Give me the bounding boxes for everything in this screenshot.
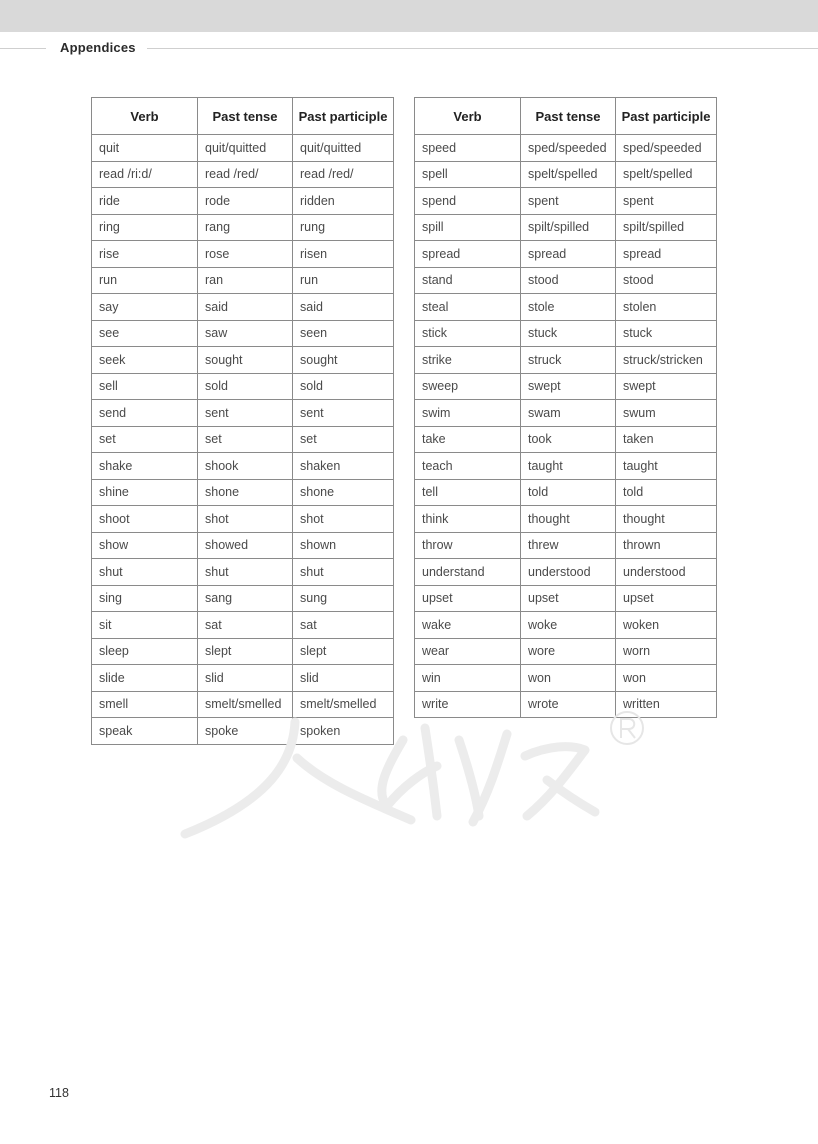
cell-past-tense: woke — [521, 612, 616, 639]
cell-past-participle: ridden — [293, 188, 394, 215]
cell-verb: send — [92, 400, 198, 427]
cell-past-tense: stood — [521, 267, 616, 294]
cell-past-tense: spoke — [198, 718, 293, 745]
verb-table-right — [414, 97, 717, 718]
cell-verb: win — [415, 665, 521, 692]
table-row — [415, 506, 717, 533]
cell-past-participle: woken — [616, 612, 717, 639]
table-row — [415, 479, 717, 506]
cell-past-tense: quit/quitted — [198, 135, 293, 162]
table-row — [92, 665, 394, 692]
cell-verb: rise — [92, 241, 198, 268]
cell-past-participle: sped/speeded — [616, 135, 717, 162]
cell-verb: read /ri:d/ — [92, 161, 198, 188]
table-row — [92, 294, 394, 321]
cell-verb: spread — [415, 241, 521, 268]
cell-verb: understand — [415, 559, 521, 586]
cell-verb: shine — [92, 479, 198, 506]
table-row — [415, 188, 717, 215]
cell-past-participle: set — [293, 426, 394, 453]
table-row — [92, 453, 394, 480]
cell-past-tense: taught — [521, 453, 616, 480]
cell-past-participle: sent — [293, 400, 394, 427]
header-rule-right — [147, 48, 818, 49]
cell-past-participle: thought — [616, 506, 717, 533]
cell-past-tense: swept — [521, 373, 616, 400]
cell-past-participle: shown — [293, 532, 394, 559]
cell-verb: wake — [415, 612, 521, 639]
cell-past-participle: taught — [616, 453, 717, 480]
cell-past-participle: spent — [616, 188, 717, 215]
table-row — [415, 426, 717, 453]
cell-past-participle: rung — [293, 214, 394, 241]
cell-past-participle: slid — [293, 665, 394, 692]
cell-past-tense: said — [198, 294, 293, 321]
cell-verb: write — [415, 691, 521, 718]
table-header-row — [415, 98, 717, 135]
cell-verb: strike — [415, 347, 521, 374]
table-row — [415, 214, 717, 241]
table-row — [92, 612, 394, 639]
cell-past-participle: sold — [293, 373, 394, 400]
cell-verb: quit — [92, 135, 198, 162]
cell-past-participle: shone — [293, 479, 394, 506]
table-row — [415, 373, 717, 400]
table-row — [92, 585, 394, 612]
cell-verb: shoot — [92, 506, 198, 533]
cell-verb: throw — [415, 532, 521, 559]
table-body — [92, 135, 394, 745]
table-body — [415, 135, 717, 718]
cell-past-tense: told — [521, 479, 616, 506]
cell-past-participle: said — [293, 294, 394, 321]
cell-past-participle: quit/quitted — [293, 135, 394, 162]
cell-verb: teach — [415, 453, 521, 480]
top-band — [0, 0, 818, 32]
table-row — [415, 400, 717, 427]
cell-past-tense: shot — [198, 506, 293, 533]
cell-past-tense: sent — [198, 400, 293, 427]
page-number: 118 — [49, 1086, 69, 1100]
cell-verb: ring — [92, 214, 198, 241]
cell-verb: sit — [92, 612, 198, 639]
table-row — [92, 214, 394, 241]
cell-past-tense: sped/speeded — [521, 135, 616, 162]
table-row — [92, 532, 394, 559]
cell-verb: shake — [92, 453, 198, 480]
cell-past-participle: thrown — [616, 532, 717, 559]
cell-past-participle: spread — [616, 241, 717, 268]
cell-past-participle: sat — [293, 612, 394, 639]
cell-verb: steal — [415, 294, 521, 321]
cell-verb: stick — [415, 320, 521, 347]
cell-past-participle: told — [616, 479, 717, 506]
cell-verb: spell — [415, 161, 521, 188]
header-rule-left — [0, 48, 46, 49]
cell-past-tense: threw — [521, 532, 616, 559]
cell-past-tense: rang — [198, 214, 293, 241]
cell-past-participle: run — [293, 267, 394, 294]
table-row — [92, 691, 394, 718]
cell-verb: sell — [92, 373, 198, 400]
cell-verb: set — [92, 426, 198, 453]
table-row — [92, 347, 394, 374]
table-row — [415, 691, 717, 718]
table-row — [92, 135, 394, 162]
cell-past-participle: stuck — [616, 320, 717, 347]
cell-past-participle: won — [616, 665, 717, 692]
cell-past-tense: shook — [198, 453, 293, 480]
cell-verb: think — [415, 506, 521, 533]
table-row — [92, 426, 394, 453]
cell-past-participle: swum — [616, 400, 717, 427]
cell-past-participle: shaken — [293, 453, 394, 480]
cell-past-participle: swept — [616, 373, 717, 400]
cell-past-tense: won — [521, 665, 616, 692]
cell-past-tense: shut — [198, 559, 293, 586]
cell-past-tense: spilt/spilled — [521, 214, 616, 241]
cell-past-tense: slept — [198, 638, 293, 665]
column-header-past-tense: Past tense — [521, 98, 616, 135]
cell-past-tense: sang — [198, 585, 293, 612]
cell-past-participle: shut — [293, 559, 394, 586]
table-row — [92, 267, 394, 294]
cell-past-tense: thought — [521, 506, 616, 533]
cell-past-participle: read /red/ — [293, 161, 394, 188]
cell-past-participle: struck/stricken — [616, 347, 717, 374]
cell-past-tense: sat — [198, 612, 293, 639]
cell-verb: speed — [415, 135, 521, 162]
cell-verb: sing — [92, 585, 198, 612]
cell-past-participle: risen — [293, 241, 394, 268]
cell-past-participle: smelt/smelled — [293, 691, 394, 718]
cell-past-participle: written — [616, 691, 717, 718]
cell-past-tense: showed — [198, 532, 293, 559]
table-row — [415, 135, 717, 162]
table-row — [92, 320, 394, 347]
cell-verb: spend — [415, 188, 521, 215]
table-row — [415, 320, 717, 347]
cell-verb: see — [92, 320, 198, 347]
table-row — [92, 559, 394, 586]
table-row — [415, 241, 717, 268]
cell-past-participle: stolen — [616, 294, 717, 321]
cell-past-tense: set — [198, 426, 293, 453]
table-row — [415, 638, 717, 665]
cell-past-participle: slept — [293, 638, 394, 665]
cell-verb: take — [415, 426, 521, 453]
table-row — [92, 506, 394, 533]
cell-verb: spill — [415, 214, 521, 241]
cell-past-tense: wore — [521, 638, 616, 665]
cell-past-tense: spread — [521, 241, 616, 268]
cell-past-tense: stole — [521, 294, 616, 321]
table-row — [92, 479, 394, 506]
verb-table-left — [91, 97, 394, 745]
cell-past-tense: swam — [521, 400, 616, 427]
cell-past-tense: rose — [198, 241, 293, 268]
cell-past-participle: seen — [293, 320, 394, 347]
cell-past-participle: sought — [293, 347, 394, 374]
cell-verb: speak — [92, 718, 198, 745]
table-row — [415, 665, 717, 692]
cell-past-tense: spent — [521, 188, 616, 215]
cell-past-participle: spilt/spilled — [616, 214, 717, 241]
table-row — [415, 347, 717, 374]
cell-verb: slide — [92, 665, 198, 692]
table-header-row — [92, 98, 394, 135]
column-header-past-participle: Past participle — [616, 98, 717, 135]
cell-past-tense: ran — [198, 267, 293, 294]
cell-past-tense: took — [521, 426, 616, 453]
table-row — [415, 559, 717, 586]
cell-verb: seek — [92, 347, 198, 374]
cell-past-participle: upset — [616, 585, 717, 612]
cell-past-tense: smelt/smelled — [198, 691, 293, 718]
table-row — [415, 585, 717, 612]
cell-verb: sleep — [92, 638, 198, 665]
column-header-past-participle: Past participle — [293, 98, 394, 135]
cell-past-tense: sought — [198, 347, 293, 374]
table-row — [92, 188, 394, 215]
table-row — [415, 612, 717, 639]
cell-past-participle: shot — [293, 506, 394, 533]
table-row — [92, 400, 394, 427]
cell-past-tense: rode — [198, 188, 293, 215]
cell-verb: stand — [415, 267, 521, 294]
cell-verb: sweep — [415, 373, 521, 400]
cell-past-participle: spelt/spelled — [616, 161, 717, 188]
table-row — [92, 161, 394, 188]
cell-past-participle: sung — [293, 585, 394, 612]
cell-past-tense: shone — [198, 479, 293, 506]
table-row — [415, 161, 717, 188]
cell-past-participle: worn — [616, 638, 717, 665]
column-header-verb: Verb — [415, 98, 521, 135]
cell-past-participle: stood — [616, 267, 717, 294]
table-row — [92, 638, 394, 665]
cell-past-tense: slid — [198, 665, 293, 692]
table-row — [415, 532, 717, 559]
column-header-past-tense: Past tense — [198, 98, 293, 135]
cell-verb: wear — [415, 638, 521, 665]
table-row — [92, 373, 394, 400]
table-row — [92, 241, 394, 268]
cell-past-tense: upset — [521, 585, 616, 612]
cell-verb: swim — [415, 400, 521, 427]
cell-verb: shut — [92, 559, 198, 586]
cell-past-participle: taken — [616, 426, 717, 453]
cell-past-tense: stuck — [521, 320, 616, 347]
table-row — [415, 267, 717, 294]
cell-past-participle: spoken — [293, 718, 394, 745]
section-title: Appendices — [60, 40, 136, 55]
cell-verb: show — [92, 532, 198, 559]
cell-past-participle: understood — [616, 559, 717, 586]
cell-past-tense: spelt/spelled — [521, 161, 616, 188]
table-row — [415, 453, 717, 480]
cell-verb: say — [92, 294, 198, 321]
cell-past-tense: wrote — [521, 691, 616, 718]
cell-verb: tell — [415, 479, 521, 506]
cell-past-tense: understood — [521, 559, 616, 586]
cell-verb: run — [92, 267, 198, 294]
cell-verb: smell — [92, 691, 198, 718]
cell-past-tense: sold — [198, 373, 293, 400]
cell-verb: ride — [92, 188, 198, 215]
cell-verb: upset — [415, 585, 521, 612]
cell-past-tense: saw — [198, 320, 293, 347]
cell-past-tense: struck — [521, 347, 616, 374]
table-row — [415, 294, 717, 321]
cell-past-tense: read /red/ — [198, 161, 293, 188]
column-header-verb: Verb — [92, 98, 198, 135]
table-row — [92, 718, 394, 745]
